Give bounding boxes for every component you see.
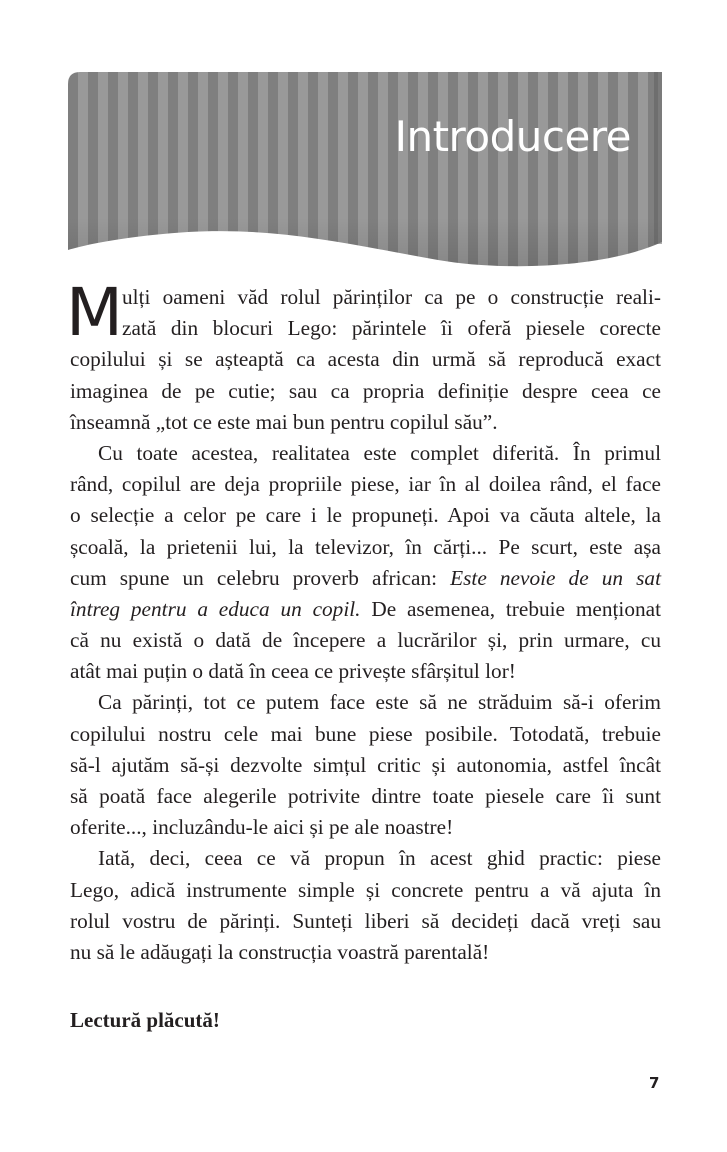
text-segment: să poată face alegerile potrivite dintre toate piesele care îi sunt — [70, 784, 661, 808]
text-segment: Cu toate acestea, realitatea este complet diferită. În primul — [98, 440, 661, 465]
text-line — [70, 500, 661, 531]
text-segment: imaginea de pe cutie; sau ca propria definiție despre ceea ce — [70, 378, 661, 403]
text-line — [70, 313, 661, 344]
text-segment: cum spune un celebru proverb african: — [70, 565, 451, 590]
text-segment: că nu există o dată de începere a lucrărilor și, prin urmare, cu — [70, 628, 661, 653]
text-line — [70, 875, 661, 906]
text-segment: nu să le adăugați la construcția voastră parentală! — [70, 939, 490, 964]
text-line — [70, 563, 661, 594]
closing-line: Lectură plăcută! — [70, 1008, 220, 1032]
text-segment: ulți oameni văd rolul părinților ca pe o construcție reali- — [122, 285, 661, 309]
text-line — [70, 376, 661, 407]
italic-text: întreg pentru a educa un copil. — [70, 596, 361, 621]
text-segment: Ca părinți, tot ce putem face este să ne străduim să-i oferim — [98, 690, 661, 715]
text-line — [70, 687, 661, 718]
text-line — [70, 656, 661, 687]
text-segment: zată din blocuri Lego: părintele îi oferă piesele corecte — [122, 316, 661, 341]
text-line — [70, 719, 661, 750]
text-line — [70, 594, 661, 625]
italic-text: Este nevoie de un sat — [450, 565, 661, 590]
text-segment: rolul vostru de părinți. Sunteți liberi să decideți dacă vreți sau — [70, 908, 661, 933]
text-segment: atât mai puțin o dată în ceea ce privește sfârșitul lor! — [70, 659, 516, 684]
text-segment: școală, la prietenii lui, la televizor, în cărți... Pe scurt, este așa — [70, 534, 661, 559]
text-line — [70, 407, 661, 438]
text-line — [70, 906, 661, 937]
text-segment: să-l ajutăm să-și dezvolte simțul critic și autonomia, astfel încât — [70, 752, 661, 777]
text-segment: copilului și se așteaptă ca acesta din urmă să reproducă exact — [70, 347, 661, 372]
body-text — [66, 274, 661, 968]
text-segment: De asemenea, trebuie menționat — [360, 596, 661, 621]
text-line — [70, 469, 661, 500]
page-number: 7 — [649, 1074, 660, 1092]
text-line — [70, 781, 661, 812]
chapter-banner — [68, 72, 662, 268]
text-line — [70, 282, 661, 313]
text-segment: Lego, adică instrumente simple și concrete pentru a vă ajuta în — [70, 877, 661, 902]
text-line — [70, 812, 661, 843]
chapter-title: Introducere — [394, 112, 631, 161]
text-line — [70, 843, 661, 874]
text-segment: o selecție a celor pe care i le propuneți. Apoi va căuta altele, la — [70, 503, 661, 528]
text-segment: înseamnă „tot ce este mai bun pentru copilul său”. — [70, 409, 498, 434]
text-line — [70, 438, 661, 469]
text-line — [70, 625, 661, 656]
text-segment: oferite..., incluzându-le aici și pe ale noastre! — [70, 815, 454, 840]
text-line — [70, 750, 661, 781]
text-segment: copilului nostru cele mai bune piese posibile. Totodată, trebuie — [70, 721, 661, 746]
text-line — [70, 532, 661, 563]
text-segment: Iată, deci, ceea ce vă propun în acest ghid practic: piese — [98, 846, 661, 871]
drop-cap: M — [66, 274, 123, 351]
text-line — [70, 937, 661, 968]
text-segment: rând, copilul are deja propriile piese, iar în al doilea rând, el face — [70, 472, 661, 497]
text-line — [70, 344, 661, 375]
